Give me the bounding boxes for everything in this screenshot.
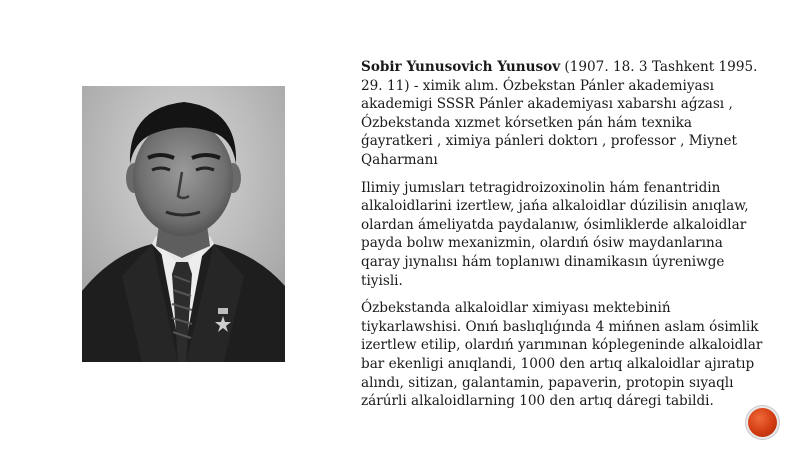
bio-intro-text: (1907. 18. 3 Tashkent 1995. 29. 11) - ximik alım. Ózbekstan Pánler akademiyası akademigi SSSR Pánler akademiyası xabarshı aǵzası , Ózbekstanda xızmet kórsetken pán hám texnika ǵayratkeri , ximiya pánleri doktorı , professor , Miynet Qaharmanı (361, 59, 758, 168)
biography-text (361, 58, 766, 420)
bio-paragraph-intro (361, 58, 766, 170)
person-name: Sobir Yunusovich Yunusov (361, 59, 561, 75)
bio-paragraph-research: Ilimiy jumısları tetragidroizoxinolin hám fenantridin alkaloidlarini izertlew, jańa alkaloidlar dúzilisin anıqlaw, olardan ámeliyatda paydalanıw, ósimliklerde alkaloidlar payda bolıw mexanizmin, olardıń ósiw maydanlarına qaray jıynalısı hám toplanıwı dinamikasın úyreniwge tiyisli. (361, 179, 749, 289)
bio-paragraph-school: Ózbekstanda alkaloidlar ximiyası mektebiniń tiykarlawshisi. Onıń baslıqlıǵında 4 mińnen aslam ósimlik izertlew etilip, olardıń yarımınan kóplegeninde alkaloidlar bar ekenligi anıqlandi, 1000 den artıq alkaloidlar ajıratıp alındı, sitizan, galantamin, papaverin, protopin sıyaqlı zárúrli alkaloidlarning 100 den artıq dáregi tabildi. (361, 300, 763, 410)
next-slide-button[interactable] (748, 408, 777, 437)
portrait-image (82, 86, 285, 362)
portrait-photo (82, 86, 285, 362)
